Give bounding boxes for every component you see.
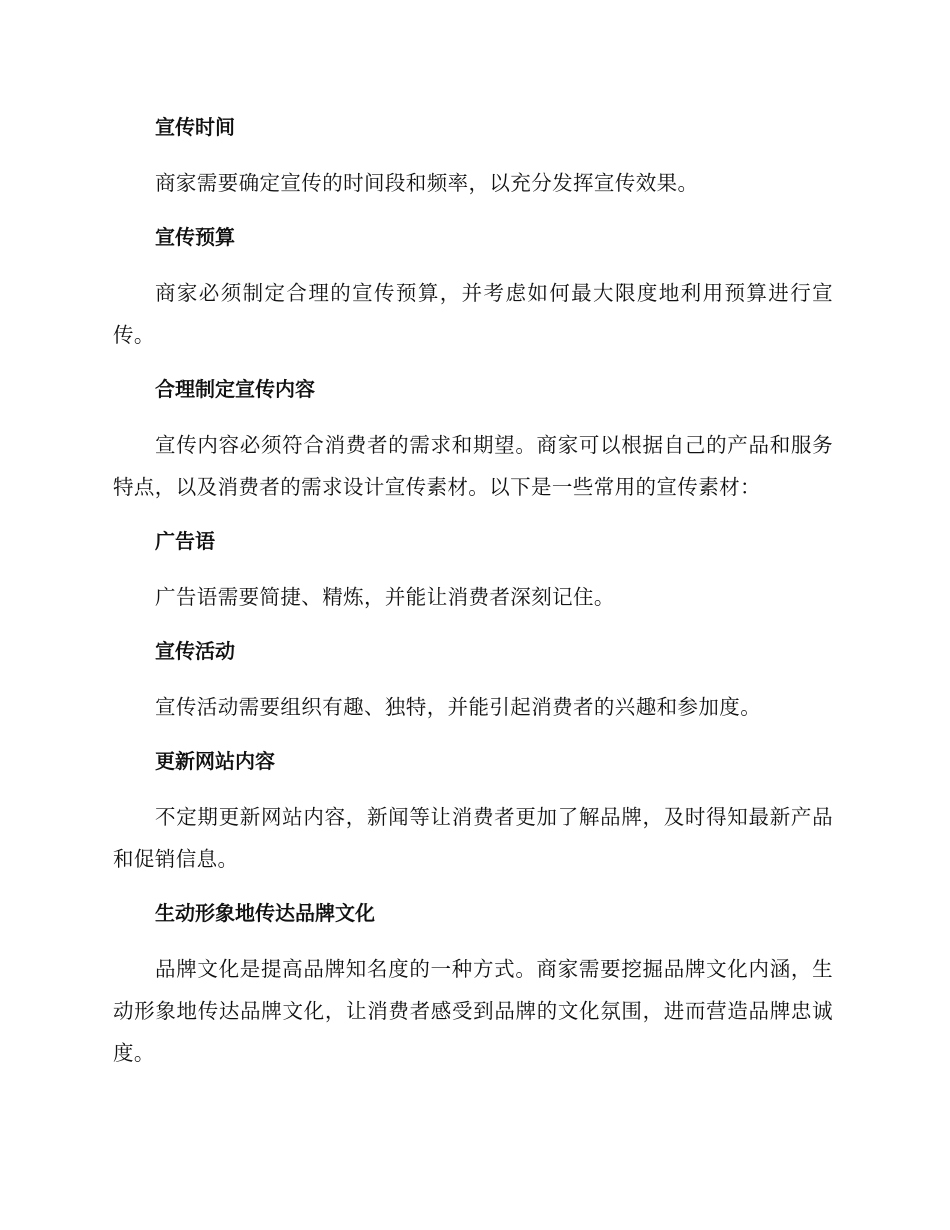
section-text-slogan: 广告语需要简捷、精炼，并能让消费者深刻记住。	[155, 585, 615, 609]
section-text-promotion-budget: 商家必须制定合理的宣传预算，并考虑如何最大限度地利用预算进行宣传。	[113, 281, 833, 347]
section-heading-slogan: 广告语	[155, 529, 215, 553]
section-heading-brand-culture: 生动形象地传达品牌文化	[155, 901, 375, 925]
section-text-brand-culture: 品牌文化是提高品牌知名度的一种方式。商家需要挖掘品牌文化内涵，生动形象地传达品牌文化，让消费者感受到品牌的文化氛围，进而营造品牌忠诚度。	[113, 957, 833, 1065]
section-text-promotion-time: 商家需要确定宣传的时间段和频率，以充分发挥宣传效果。	[155, 171, 699, 195]
section-heading-update-website: 更新网站内容	[155, 749, 275, 773]
section-heading-promotion-content: 合理制定宣传内容	[155, 377, 315, 401]
section-text-promotion-activity: 宣传活动需要组织有趣、独特，并能引起消费者的兴趣和参加度。	[155, 695, 762, 719]
document-page	[113, 106, 833, 1086]
section-text-promotion-content: 宣传内容必须符合消费者的需求和期望。商家可以根据自己的产品和服务特点，以及消费者的需求设计宣传素材。以下是一些常用的宣传素材：	[113, 433, 833, 499]
section-heading-promotion-budget: 宣传预算	[155, 225, 235, 249]
section-heading-promotion-time: 宣传时间	[155, 115, 235, 139]
section-heading-promotion-activity: 宣传活动	[155, 639, 235, 663]
section-text-update-website: 不定期更新网站内容，新闻等让消费者更加了解品牌，及时得知最新产品和促销信息。	[113, 805, 833, 871]
